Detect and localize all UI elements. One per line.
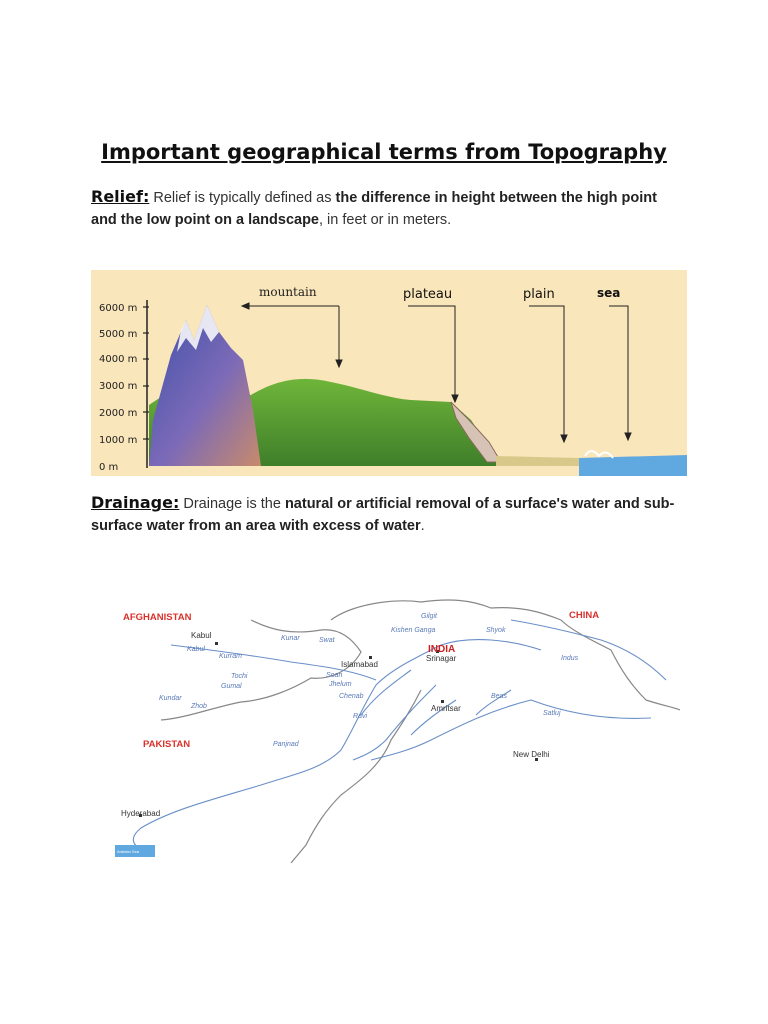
river-label-kabul: Kabul: [187, 646, 205, 653]
relief-sea: [579, 455, 687, 476]
river-label-satluj: Satluj: [543, 710, 561, 717]
city-new-delhi: New Delhi: [513, 750, 550, 759]
axis-tick-2000: 2000 m: [99, 408, 138, 419]
axis-tick-6000: 6000 m: [99, 303, 138, 314]
relief-diagram: [91, 270, 687, 476]
city-kabul-marker: [215, 642, 218, 645]
axis-tick-0: 0 m: [99, 462, 119, 473]
drainage-term: Drainage:: [91, 493, 180, 512]
country-pakistan: PAKISTAN: [143, 739, 191, 750]
relief-definition: the difference in height between the high point and the low point on a landscape: [91, 190, 657, 228]
label-sea: sea: [597, 286, 621, 300]
city-hyderabad: Hyderabad: [121, 809, 161, 818]
map-sea-label: Arabian Sea: [117, 849, 140, 854]
country-china: CHINA: [569, 610, 600, 621]
river-label-beas: Beas: [491, 693, 507, 700]
river-label-kunar: Kunar: [281, 635, 300, 642]
river-label-panjnad: Panjnad: [273, 741, 299, 748]
river-label-gumal: Gumal: [221, 683, 242, 690]
city-srinagar: Srinagar: [426, 654, 457, 663]
label-plateau: plateau: [403, 287, 453, 302]
river-label-gilgit: Gilgit: [421, 613, 437, 620]
relief-term: Relief:: [91, 187, 150, 206]
country-india: INDIA: [428, 644, 456, 655]
drainage-text-1: Drainage is the: [179, 496, 285, 512]
river-label-chenab: Chenab: [339, 693, 364, 700]
relief-text-2: , in feet or in meters.: [319, 212, 452, 228]
axis-tick-4000: 4000 m: [99, 354, 138, 365]
drainage-paragraph: [91, 492, 681, 537]
drainage-definition: natural or artificial removal of a surface's water and sub-surface water from an area with excess of water: [91, 496, 675, 534]
river-label-kurram: Kurram: [219, 653, 242, 660]
drainage-text-2: .: [420, 518, 425, 534]
city-islamabad: Islamabad: [341, 660, 378, 669]
river-label-tochi: Tochi: [231, 673, 248, 680]
city-kabul: Kabul: [191, 631, 212, 640]
river-label-ravi: Ravi: [353, 713, 368, 720]
axis-tick-5000: 5000 m: [99, 329, 138, 340]
city-amritsar: Amritsar: [431, 704, 461, 713]
country-afghanistan: AFGHANISTAN: [123, 612, 192, 623]
relief-paragraph: [91, 186, 681, 231]
label-mountain: mountain: [259, 285, 317, 299]
relief-text-1: Relief is typically defined as: [149, 190, 336, 206]
river-label-swat: Swat: [319, 637, 335, 644]
city-amritsar-marker: [441, 700, 444, 703]
city-islamabad-marker: [369, 656, 372, 659]
river-label-soan: Soan: [326, 672, 343, 679]
river-label-shyok: Shyok: [486, 627, 506, 634]
page-title: Important geographical terms from Topography: [101, 140, 667, 164]
axis-tick-3000: 3000 m: [99, 381, 138, 392]
river-label-indus: Indus: [561, 655, 579, 662]
river-label-kundar: Kundar: [159, 695, 182, 702]
river-label-jhelum: Jhelum: [329, 681, 352, 688]
drainage-map: [91, 590, 680, 863]
label-plain: plain: [523, 287, 555, 302]
river-label-kishen-ganga: Kishen Ganga: [391, 627, 436, 634]
river-label-zhob: Zhob: [191, 703, 207, 710]
axis-tick-1000: 1000 m: [99, 435, 138, 446]
